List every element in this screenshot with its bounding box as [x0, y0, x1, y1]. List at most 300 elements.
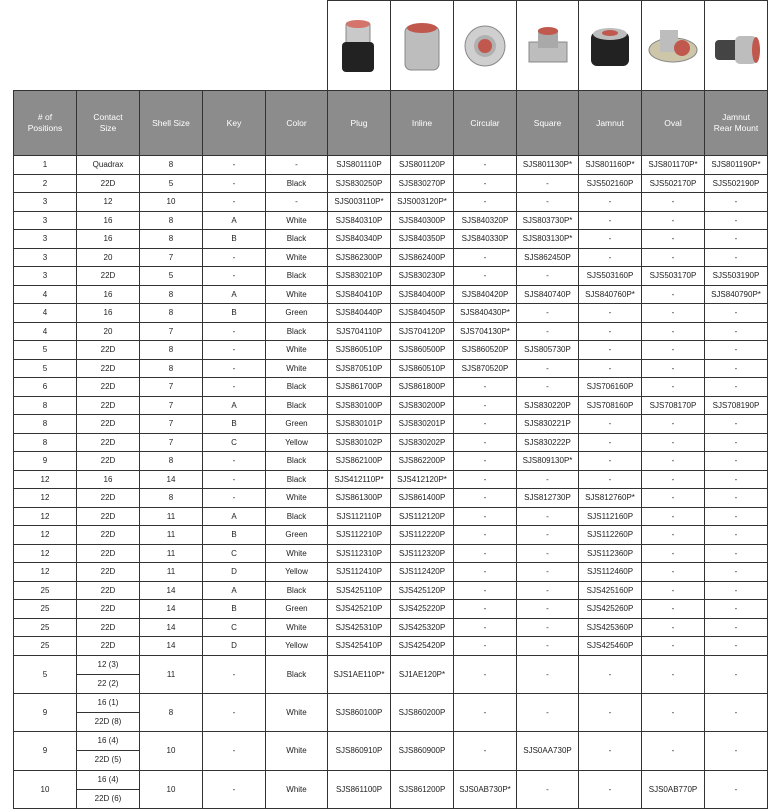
table-cell: - — [517, 618, 579, 637]
table-cell: SJS112120P — [391, 507, 454, 526]
table-cell: - — [642, 248, 705, 267]
table-cell: SJS425120P — [391, 581, 454, 600]
table-cell: - — [642, 581, 705, 600]
table-cell: 16 — [77, 211, 140, 230]
table-cell: - — [517, 378, 579, 397]
table-cell: SJS503160P — [579, 267, 642, 286]
table-cell: SJS412110P* — [328, 470, 391, 489]
table-cell: 3 — [14, 193, 77, 212]
table-cell: Green — [266, 415, 328, 434]
table-cell: - — [203, 470, 266, 489]
table-cell: 5 — [14, 359, 77, 378]
table-cell: - — [203, 770, 266, 808]
table-cell: SJS860900P — [391, 732, 454, 770]
table-cell: SJS805730P — [517, 341, 579, 360]
table-row — [14, 507, 768, 526]
table-cell: - — [517, 693, 579, 731]
table-cell: - — [642, 304, 705, 323]
table-cell: 12 — [14, 489, 77, 508]
column-header: Inline — [391, 91, 454, 156]
table-cell: 7 — [140, 433, 203, 452]
table-cell: - — [705, 544, 768, 563]
table-cell: SJS812760P* — [579, 489, 642, 508]
table-cell: SJS840340P — [328, 230, 391, 249]
table-cell: - — [579, 693, 642, 731]
table-cell: SJS801130P* — [517, 156, 579, 175]
table-cell: - — [203, 156, 266, 175]
table-cell: 8 — [140, 230, 203, 249]
table-row — [14, 526, 768, 545]
table-cell: - — [642, 526, 705, 545]
table-cell: - — [203, 452, 266, 471]
table-cell: SJS112110P — [328, 507, 391, 526]
table-cell: - — [705, 470, 768, 489]
table-cell: - — [517, 655, 579, 693]
plug-connector-image — [328, 1, 391, 91]
table-cell: SJS830102P — [328, 433, 391, 452]
table-cell: 12 — [14, 507, 77, 526]
table-cell: - — [517, 563, 579, 582]
table-cell: 12 — [14, 563, 77, 582]
table-row — [14, 600, 768, 619]
inline-connector-image — [391, 1, 454, 91]
table-cell: - — [454, 248, 517, 267]
table-cell: - — [705, 618, 768, 637]
table-cell: SJS830230P — [391, 267, 454, 286]
table-cell: SJS704110P — [328, 322, 391, 341]
table-cell: - — [517, 507, 579, 526]
table-cell: 2 — [14, 174, 77, 193]
table-cell: SJS112260P — [579, 526, 642, 545]
table-cell: - — [454, 526, 517, 545]
table-cell: A — [203, 285, 266, 304]
table-cell: - — [705, 322, 768, 341]
table-row — [14, 415, 768, 434]
table-row — [14, 248, 768, 267]
table-cell: - — [517, 193, 579, 212]
table-cell: 22D — [77, 563, 140, 582]
jamnut-connector-image — [579, 1, 642, 91]
table-cell — [77, 732, 140, 770]
table-cell: SJS112460P — [579, 563, 642, 582]
table-cell: - — [642, 732, 705, 770]
table-cell: - — [517, 267, 579, 286]
table-cell: - — [579, 415, 642, 434]
table-cell: SJS840450P — [391, 304, 454, 323]
table-cell: - — [705, 770, 768, 808]
table-cell: - — [705, 655, 768, 693]
table-cell: SJS425210P — [328, 600, 391, 619]
table-cell: - — [705, 452, 768, 471]
table-cell: - — [642, 655, 705, 693]
table-cell: 22D — [77, 452, 140, 471]
table-cell: White — [266, 693, 328, 731]
table-cell: SJS840350P — [391, 230, 454, 249]
table-cell: - — [203, 732, 266, 770]
table-cell: 8 — [140, 211, 203, 230]
table-cell: 22D — [77, 544, 140, 563]
table-cell: SJS861800P — [391, 378, 454, 397]
table-cell: - — [642, 618, 705, 637]
table-cell: 20 — [77, 248, 140, 267]
table-cell: 8 — [140, 452, 203, 471]
table-cell: - — [454, 544, 517, 563]
table-cell: Green — [266, 526, 328, 545]
table-cell: - — [579, 770, 642, 808]
table-cell: SJS425360P — [579, 618, 642, 637]
table-cell: - — [705, 693, 768, 731]
table-cell: SJS502160P — [579, 174, 642, 193]
table-cell: - — [642, 544, 705, 563]
table-cell: - — [517, 526, 579, 545]
table-cell: SJS708160P — [579, 396, 642, 415]
table-cell: C — [203, 433, 266, 452]
table-cell: 11 — [140, 563, 203, 582]
table-cell: SJS801120P — [391, 156, 454, 175]
table-cell: - — [517, 359, 579, 378]
column-header: Key — [203, 91, 266, 156]
table-cell: - — [454, 193, 517, 212]
table-cell: SJS502190P — [705, 174, 768, 193]
table-cell: 8 — [140, 489, 203, 508]
empty-image-cell — [77, 1, 140, 91]
table-cell: 16 — [77, 304, 140, 323]
table-cell: 8 — [14, 396, 77, 415]
table-cell: SJS425420P — [391, 637, 454, 656]
table-cell: White — [266, 732, 328, 770]
empty-image-cell — [14, 1, 77, 91]
table-cell: White — [266, 618, 328, 637]
table-cell: - — [517, 174, 579, 193]
table-cell: 22D — [77, 600, 140, 619]
table-cell: 6 — [14, 378, 77, 397]
table-cell: SJS830201P — [391, 415, 454, 434]
table-cell: - — [517, 470, 579, 489]
table-cell: 12 — [77, 193, 140, 212]
table-cell: SJS112210P — [328, 526, 391, 545]
table-cell: 7 — [140, 396, 203, 415]
table-cell: C — [203, 544, 266, 563]
table-cell: SJS801160P* — [579, 156, 642, 175]
table-cell: SJS801190P* — [705, 156, 768, 175]
table-cell: SJS860510P — [328, 341, 391, 360]
table-cell: - — [705, 581, 768, 600]
table-cell: SJS830200P — [391, 396, 454, 415]
table-cell: - — [454, 378, 517, 397]
table-cell: 25 — [14, 637, 77, 656]
table-cell: 11 — [140, 507, 203, 526]
table-cell: 5 — [140, 174, 203, 193]
table-cell: SJS425160P — [579, 581, 642, 600]
table-cell: 3 — [14, 211, 77, 230]
contact-size-part: 16 (1) — [97, 697, 119, 707]
table-row — [14, 489, 768, 508]
table-cell: - — [705, 415, 768, 434]
contact-size-part: 22 (2) — [77, 674, 139, 693]
table-row — [14, 359, 768, 378]
table-cell: 14 — [140, 600, 203, 619]
table-cell: SJS425310P — [328, 618, 391, 637]
table-cell: 8 — [140, 359, 203, 378]
table-cell: SJS809130P* — [517, 452, 579, 471]
table-row — [14, 378, 768, 397]
column-header: Oval — [642, 91, 705, 156]
table-row — [14, 732, 768, 770]
table-cell: SJS801170P* — [642, 156, 705, 175]
table-cell: SJS803730P* — [517, 211, 579, 230]
table-cell: 16 — [77, 230, 140, 249]
table-cell: Black — [266, 230, 328, 249]
table-cell: - — [203, 341, 266, 360]
table-row — [14, 563, 768, 582]
table-cell: - — [705, 637, 768, 656]
table-row — [14, 770, 768, 808]
table-cell: - — [642, 470, 705, 489]
table-cell: - — [454, 174, 517, 193]
table-cell: B — [203, 304, 266, 323]
table-cell: 14 — [140, 581, 203, 600]
table-cell: - — [642, 193, 705, 212]
table-cell: - — [203, 267, 266, 286]
table-cell: 22D — [77, 618, 140, 637]
table-cell: SJS862450P — [517, 248, 579, 267]
table-cell: SJS861300P — [328, 489, 391, 508]
table-cell: - — [642, 489, 705, 508]
table-cell: 22D — [77, 637, 140, 656]
table-cell: SJS112310P — [328, 544, 391, 563]
table-cell: SJS112410P — [328, 563, 391, 582]
table-cell: 14 — [140, 637, 203, 656]
table-cell: - — [642, 230, 705, 249]
table-cell: - — [203, 193, 266, 212]
table-cell: - — [705, 600, 768, 619]
table-cell: Black — [266, 322, 328, 341]
table-cell: SJS861200P — [391, 770, 454, 808]
table-cell: - — [454, 433, 517, 452]
table-cell: White — [266, 285, 328, 304]
table-cell: 22D — [77, 174, 140, 193]
table-cell: 9 — [14, 732, 77, 770]
table-cell: SJS830202P — [391, 433, 454, 452]
contact-size-part: 12 (3) — [97, 659, 119, 669]
table-cell: 22D — [77, 378, 140, 397]
table-cell: White — [266, 489, 328, 508]
table-cell: - — [454, 618, 517, 637]
table-cell: - — [579, 359, 642, 378]
table-row — [14, 322, 768, 341]
table-cell: - — [203, 174, 266, 193]
table-cell: - — [203, 693, 266, 731]
table-cell: 25 — [14, 581, 77, 600]
table-cell: - — [454, 156, 517, 175]
table-cell: 25 — [14, 600, 77, 619]
contact-size-part: 22D (5) — [77, 750, 139, 769]
table-cell: Black — [266, 174, 328, 193]
table-cell: - — [203, 378, 266, 397]
empty-image-cell — [203, 1, 266, 91]
table-cell: Green — [266, 304, 328, 323]
table-cell: White — [266, 544, 328, 563]
table-cell: - — [705, 378, 768, 397]
table-cell: - — [642, 433, 705, 452]
table-cell: 8 — [140, 341, 203, 360]
table-cell: 22D — [77, 526, 140, 545]
table-cell: - — [705, 526, 768, 545]
square-flange-connector-image — [517, 1, 579, 91]
table-cell: - — [705, 341, 768, 360]
table-cell: - — [454, 415, 517, 434]
table-cell: SJS861400P — [391, 489, 454, 508]
table-cell: - — [579, 470, 642, 489]
table-cell: Black — [266, 452, 328, 471]
table-cell: 16 — [77, 470, 140, 489]
table-cell: SJS425220P — [391, 600, 454, 619]
table-cell: - — [705, 211, 768, 230]
table-cell: - — [579, 433, 642, 452]
table-cell: - — [203, 359, 266, 378]
table-row — [14, 174, 768, 193]
table-cell: - — [705, 230, 768, 249]
table-cell: SJS840300P — [391, 211, 454, 230]
table-cell: Black — [266, 267, 328, 286]
table-cell: - — [705, 433, 768, 452]
table-cell: D — [203, 563, 266, 582]
table-row — [14, 637, 768, 656]
table-cell: 22D — [77, 341, 140, 360]
table-row — [14, 285, 768, 304]
table-cell: 1 — [14, 156, 77, 175]
column-header: Plug — [328, 91, 391, 156]
table-row — [14, 470, 768, 489]
table-cell: - — [517, 770, 579, 808]
table-cell: 11 — [140, 655, 203, 693]
empty-image-cell — [266, 1, 328, 91]
table-cell: 7 — [140, 248, 203, 267]
table-cell: - — [266, 193, 328, 212]
table-cell: SJS861700P — [328, 378, 391, 397]
table-cell: - — [705, 507, 768, 526]
table-cell: SJS803130P* — [517, 230, 579, 249]
table-cell: 8 — [140, 156, 203, 175]
table-cell: 4 — [14, 304, 77, 323]
table-cell — [77, 693, 140, 731]
table-row — [14, 341, 768, 360]
table-row — [14, 156, 768, 175]
table-cell: SJS870520P — [454, 359, 517, 378]
table-cell: - — [517, 544, 579, 563]
table-cell: SJS861100P — [328, 770, 391, 808]
table-cell: 11 — [140, 526, 203, 545]
table-cell — [77, 770, 140, 808]
table-cell: SJS412120P* — [391, 470, 454, 489]
table-cell: 22D — [77, 267, 140, 286]
table-cell: 22D — [77, 433, 140, 452]
table-cell: SJS0AB730P* — [454, 770, 517, 808]
table-cell: - — [642, 507, 705, 526]
table-cell: - — [642, 341, 705, 360]
table-cell: SJS1AE110P* — [328, 655, 391, 693]
table-cell: SJS870510P — [328, 359, 391, 378]
table-cell: White — [266, 211, 328, 230]
table-cell: SJS830210P — [328, 267, 391, 286]
table-cell: D — [203, 637, 266, 656]
table-cell: - — [705, 248, 768, 267]
table-cell: 7 — [140, 415, 203, 434]
table-cell: 3 — [14, 230, 77, 249]
table-cell: 5 — [140, 267, 203, 286]
table-cell: SJS425460P — [579, 637, 642, 656]
column-header: Circular — [454, 91, 517, 156]
table-cell: A — [203, 396, 266, 415]
connector-table-sheet — [13, 0, 768, 809]
table-cell: SJS840430P* — [454, 304, 517, 323]
table-cell: SJS112220P — [391, 526, 454, 545]
table-cell: SJS425320P — [391, 618, 454, 637]
table-cell: SJS860510P — [391, 359, 454, 378]
table-cell: 22D — [77, 396, 140, 415]
table-row — [14, 211, 768, 230]
table-cell: - — [705, 193, 768, 212]
table-cell: - — [642, 452, 705, 471]
table-cell: Black — [266, 581, 328, 600]
table-cell: 8 — [140, 304, 203, 323]
table-cell: Black — [266, 507, 328, 526]
table-cell: 10 — [140, 770, 203, 808]
table-row — [14, 396, 768, 415]
table-cell: Yellow — [266, 637, 328, 656]
table-cell: SJS862100P — [328, 452, 391, 471]
table-cell: 14 — [140, 470, 203, 489]
table-cell: - — [203, 489, 266, 508]
table-cell: - — [579, 230, 642, 249]
table-cell: Black — [266, 470, 328, 489]
table-cell: - — [517, 581, 579, 600]
table-cell: Quadrax — [77, 156, 140, 175]
table-cell: SJS840420P — [454, 285, 517, 304]
table-cell: - — [266, 156, 328, 175]
column-header: # of Positions — [14, 91, 77, 156]
table-cell: - — [705, 304, 768, 323]
product-image-row — [14, 1, 768, 91]
table-cell: - — [454, 655, 517, 693]
table-cell: SJS003120P* — [391, 193, 454, 212]
table-row — [14, 230, 768, 249]
table-cell: B — [203, 526, 266, 545]
table-cell: A — [203, 507, 266, 526]
table-cell: - — [642, 693, 705, 731]
table-cell: SJS860910P — [328, 732, 391, 770]
table-cell: - — [642, 637, 705, 656]
table-cell: SJS840310P — [328, 211, 391, 230]
contact-size-part: 22D (8) — [77, 712, 139, 731]
table-cell: - — [579, 341, 642, 360]
table-cell: 10 — [140, 193, 203, 212]
table-cell: 10 — [140, 732, 203, 770]
table-cell: - — [579, 304, 642, 323]
table-cell: SJS830250P — [328, 174, 391, 193]
table-cell: - — [454, 693, 517, 731]
table-cell: SJS830222P — [517, 433, 579, 452]
column-header: Color — [266, 91, 328, 156]
table-row — [14, 655, 768, 693]
table-row — [14, 544, 768, 563]
table-row — [14, 693, 768, 731]
table-row — [14, 433, 768, 452]
table-cell: White — [266, 341, 328, 360]
table-cell: 22D — [77, 415, 140, 434]
circular-flange-connector-image — [454, 1, 517, 91]
table-cell: - — [454, 267, 517, 286]
